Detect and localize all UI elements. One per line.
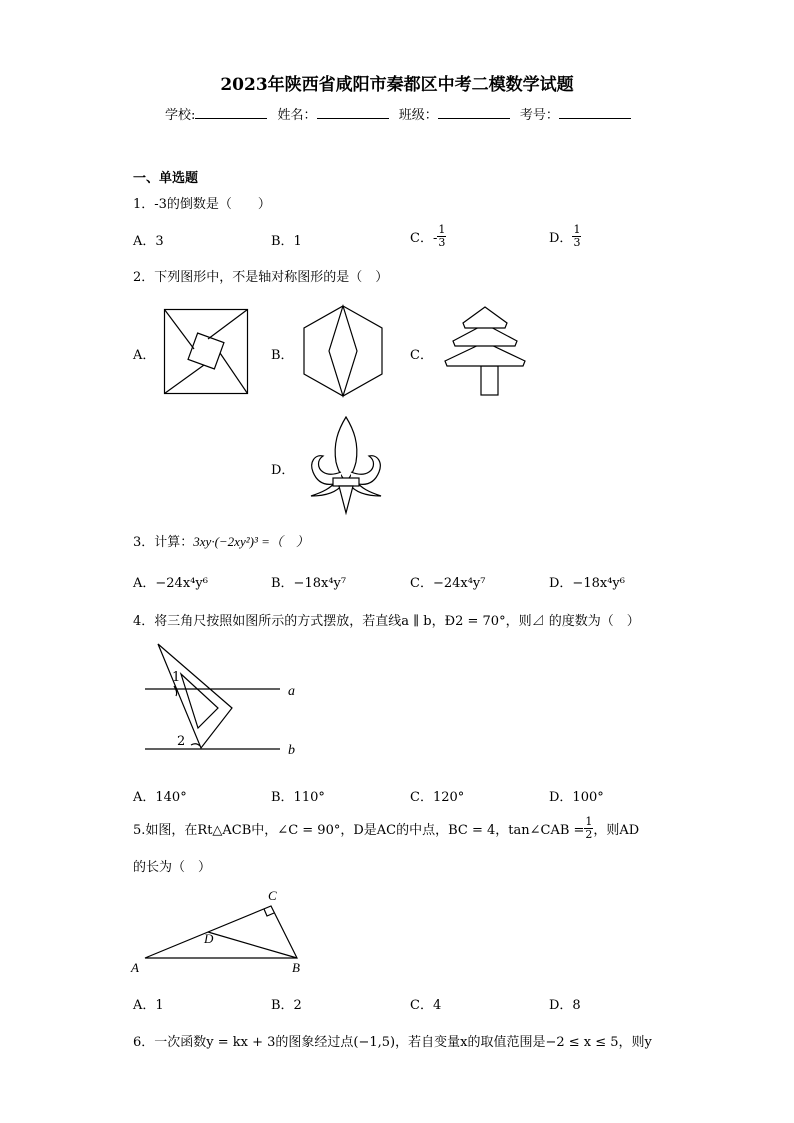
q2-figure-d-fleur-de-lis [303, 416, 389, 514]
page-title: 2023年陕西省咸阳市秦都区中考二模数学试题 [220, 75, 574, 95]
school-label: 学校: [165, 108, 196, 123]
q3-option-a[interactable]: A．−24x⁴y⁶ [133, 576, 208, 591]
q1-stem: 1．-3的倒数是（ ） [133, 197, 271, 212]
q4-angle-2-label: 2 [177, 734, 186, 749]
q2-option-a-label[interactable]: A． [133, 348, 156, 363]
name-label: 姓名： [277, 108, 317, 123]
q3-stem [133, 531, 309, 550]
q5-option-c[interactable]: C．4 [410, 998, 442, 1013]
q2-option-c-label[interactable]: C． [410, 348, 433, 363]
section-heading: 一、单选题 [133, 171, 199, 186]
q5-point-c-label: C [268, 888, 277, 903]
q3-option-c[interactable]: C．−24x⁴y⁷ [410, 576, 486, 591]
q1-option-c-prefix: C．- [410, 231, 438, 246]
exam-no-blank[interactable] [559, 106, 631, 119]
q2-figure-c-tree [443, 306, 527, 396]
q1-option-d-prefix: D． [549, 231, 573, 246]
school-blank[interactable] [195, 106, 267, 119]
q2-figure-a-pinwheel [164, 309, 249, 395]
q5-fraction: $\frac{1}{2}$ [585, 815, 593, 841]
q1-option-d-fraction: $\frac{1}{3}$ [573, 223, 581, 249]
q5-point-b-label: B [292, 960, 300, 975]
q4-option-d[interactable]: D．100° [549, 790, 604, 805]
q1-option-b[interactable]: B．1 [271, 234, 302, 249]
q1-option-a[interactable]: A．3 [133, 234, 164, 249]
q5-point-a-label: A [131, 960, 139, 975]
q4-option-a[interactable]: A．140° [133, 790, 187, 805]
q5-option-d[interactable]: D．8 [549, 998, 581, 1013]
class-blank[interactable] [438, 106, 510, 119]
q5-option-a[interactable]: A．1 [133, 998, 164, 1013]
q3-stem-prefix: 3．计算： [133, 535, 194, 550]
q2-option-b-label[interactable]: B． [271, 348, 294, 363]
q5-stem-line1: 5.如图，在Rt△ACB中，∠C = 90°，D是AC的中点，BC = 4，tan∠CAB = $\frac{1}{2}$ ，则AD [133, 815, 640, 841]
exam-no-label: 考号： [519, 108, 559, 123]
q1-option-d[interactable] [549, 224, 581, 249]
q4-line-b-label: b [288, 743, 295, 758]
q5-point-d-label: D [204, 931, 214, 946]
q3-option-d[interactable]: D．−18x⁴y⁶ [549, 576, 625, 591]
q4-angle-1-label: 1 [172, 670, 181, 685]
q4-figure-triangle-ruler [140, 642, 310, 762]
q5-figure-right-triangle [140, 895, 310, 965]
q3-option-b[interactable]: B．−18x⁴y⁷ [271, 576, 347, 591]
q4-option-b[interactable]: B．110° [271, 790, 325, 805]
q5-option-b[interactable]: B．2 [271, 998, 302, 1013]
q1-option-c[interactable] [410, 224, 446, 249]
q2-figure-b-hexagon [303, 305, 383, 397]
q4-line-a-label: a [288, 684, 295, 699]
q3-expression: 3xy·(−2xy²)³ =（ ） [193, 534, 309, 549]
q5-stem-line2: 的长为（ ） [133, 860, 212, 875]
student-info-line [165, 104, 637, 123]
class-label: 班级： [398, 108, 438, 123]
name-blank[interactable] [317, 106, 389, 119]
q2-option-d-label[interactable]: D． [271, 463, 295, 478]
q6-stem: 6．一次函数y = kx + 3的图象经过点(−1,5)，若自变量x的取值范围是−2 ≤ x ≤ 5，则y [133, 1035, 652, 1050]
q4-stem: 4．将三角尺按照如图所示的方式摆放，若直线a ∥ b，Ð2 = 70°，则⊿ 的度数为（ ） [133, 614, 640, 629]
q4-option-c[interactable]: C．120° [410, 790, 465, 805]
q1-option-c-fraction: $\frac{1}{3}$ [438, 223, 446, 249]
q2-stem: 2．下列图形中，不是轴对称图形的是（ ） [133, 270, 389, 285]
